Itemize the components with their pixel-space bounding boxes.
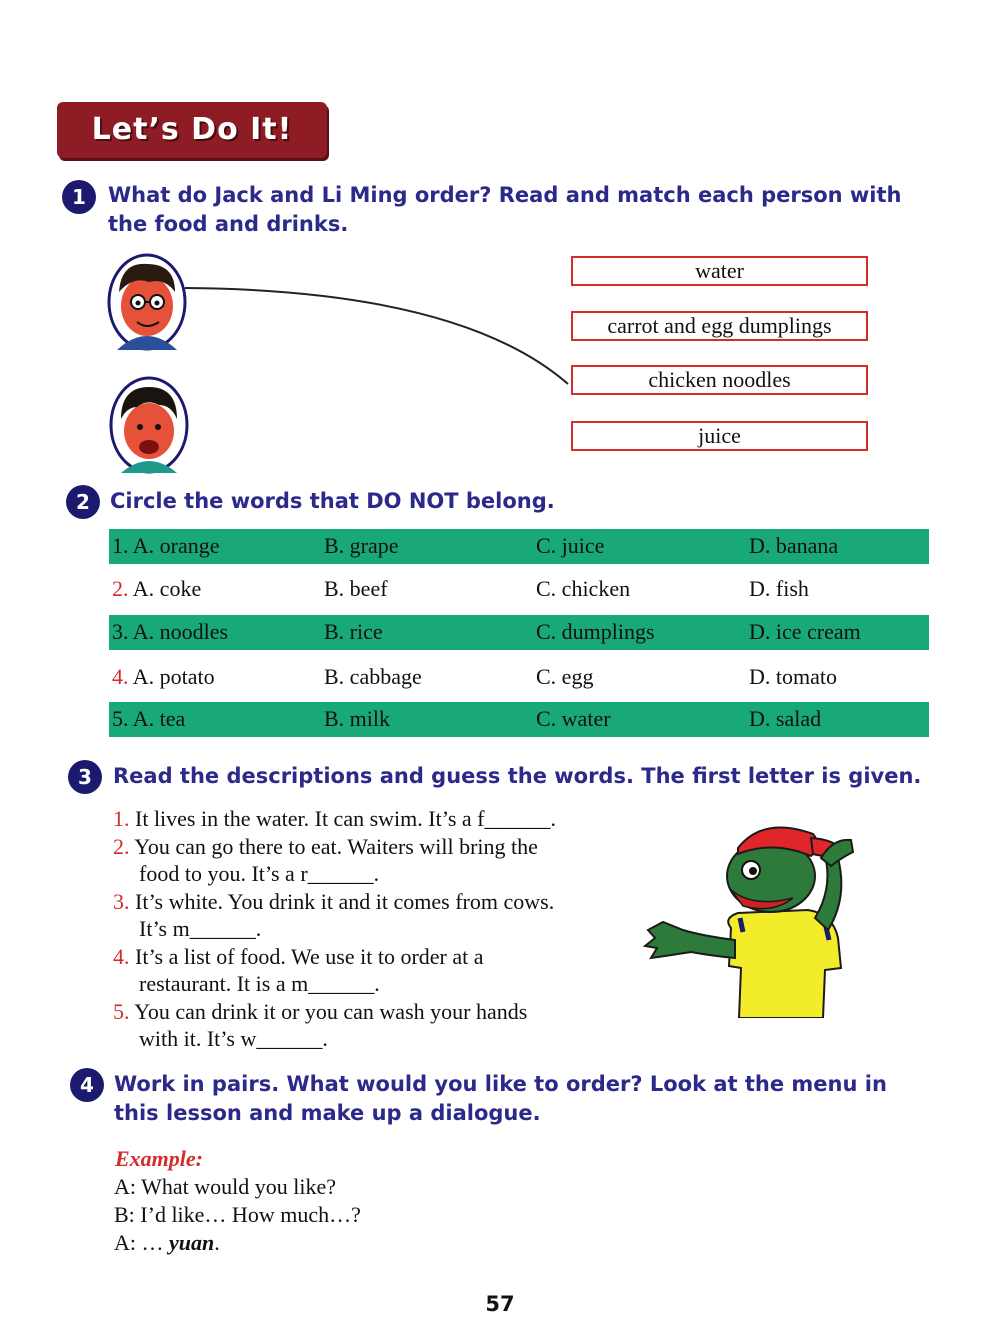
instruction-line: this lesson and make up a dialogue. <box>114 1101 541 1125</box>
list-item <box>113 943 633 971</box>
list-item <box>113 805 633 833</box>
option-c[interactable]: C. juice <box>536 533 605 558</box>
dialogue-suffix: . <box>214 1230 220 1255</box>
section-4-number: 4 <box>70 1068 104 1102</box>
food-box-noodles: chicken noodles <box>571 365 868 395</box>
jack-face-icon <box>105 252 189 352</box>
dialogue-line: A: What would you like? <box>114 1174 336 1199</box>
item-text: It’s white. You drink it and it comes from cows. <box>135 888 555 914</box>
item-number: 1. <box>113 806 130 831</box>
section-4-instruction <box>114 1070 934 1128</box>
table-row <box>109 529 929 564</box>
table-row <box>109 615 929 650</box>
instruction-line: Work in pairs. What would you like to order? Look at the menu in <box>114 1072 887 1096</box>
item-number: 5. <box>113 998 130 1024</box>
option-b[interactable]: B. cabbage <box>324 664 422 689</box>
dialogue-line: B: I’d like… How much…? <box>114 1202 361 1227</box>
instruction-line: What do Jack and Li Ming order? Read and match each person with <box>108 183 902 207</box>
table-row <box>109 660 929 695</box>
section-3-number: 3 <box>68 760 102 794</box>
option-a[interactable]: A. coke <box>132 576 202 601</box>
row-number: 4. <box>112 664 129 689</box>
item-text-continued: with it. It’s w______. <box>139 1026 328 1051</box>
descriptions-list <box>113 805 633 1053</box>
option-b[interactable]: B. milk <box>324 706 391 731</box>
item-text-continued: restaurant. It is a m______. <box>139 971 380 996</box>
section-1-instruction <box>108 181 928 239</box>
instruction-line: the food and drinks. <box>108 212 349 236</box>
option-d[interactable]: D. ice cream <box>749 619 861 644</box>
example-label: Example: <box>115 1146 203 1171</box>
option-c[interactable]: C. egg <box>536 664 594 689</box>
dialogue-line <box>114 1229 361 1257</box>
lesson-banner <box>57 102 327 158</box>
option-d[interactable]: D. banana <box>749 533 839 558</box>
item-text-continued: food to you. It’s a r______. <box>139 861 380 886</box>
option-c[interactable]: C. chicken <box>536 576 631 601</box>
food-box-dumplings: carrot and egg dumplings <box>571 311 868 341</box>
option-d[interactable]: D. salad <box>749 706 822 731</box>
item-number: 4. <box>113 943 130 969</box>
option-b[interactable]: B. beef <box>324 576 388 601</box>
section-3-instruction: Read the descriptions and guess the words. The first letter is given. <box>113 764 922 788</box>
option-a[interactable]: A. orange <box>132 533 220 558</box>
option-a[interactable]: A. tea <box>132 706 186 731</box>
option-c[interactable]: C. dumplings <box>536 619 655 644</box>
list-item <box>113 888 633 916</box>
item-text: It lives in the water. It can swim. It’s a f______. <box>135 806 556 831</box>
table-row <box>109 702 929 737</box>
list-item <box>113 833 633 861</box>
row-number: 2. <box>112 576 129 601</box>
dialogue-italic: yuan <box>169 1230 215 1255</box>
option-a[interactable]: A. potato <box>132 664 215 689</box>
li-ming-face-icon <box>107 375 191 475</box>
item-number: 2. <box>113 833 130 859</box>
option-d[interactable]: D. tomato <box>749 664 837 689</box>
item-text: You can go there to eat. Waiters will bring the <box>134 833 538 859</box>
option-b[interactable]: B. grape <box>324 533 399 558</box>
food-box-water: water <box>571 256 868 286</box>
turtle-character-icon <box>643 818 858 1018</box>
row-number: 5. <box>112 706 129 731</box>
item-text: It’s a list of food. We use it to order at a <box>135 943 484 969</box>
row-number: 3. <box>112 619 129 644</box>
option-c[interactable]: C. water <box>536 706 611 731</box>
item-text-continued: It’s m______. <box>139 916 262 941</box>
match-line <box>180 280 580 390</box>
section-2-number: 2 <box>66 485 100 519</box>
banner-title: Let’s Do It! <box>91 112 293 147</box>
row-number: 1. <box>112 533 129 558</box>
page-number: 57 <box>485 1292 515 1316</box>
example-dialogue <box>115 1145 361 1257</box>
item-number: 3. <box>113 888 130 914</box>
item-text: You can drink it or you can wash your hands <box>134 998 528 1024</box>
table-row <box>109 572 929 607</box>
dialogue-prefix: A: … <box>114 1230 169 1255</box>
food-box-juice: juice <box>571 421 868 451</box>
section-2-instruction: Circle the words that DO NOT belong. <box>110 489 555 513</box>
list-item <box>113 998 633 1026</box>
option-a[interactable]: A. noodles <box>132 619 229 644</box>
section-1-number: 1 <box>62 180 96 214</box>
option-b[interactable]: B. rice <box>324 619 383 644</box>
option-d[interactable]: D. fish <box>749 576 809 601</box>
